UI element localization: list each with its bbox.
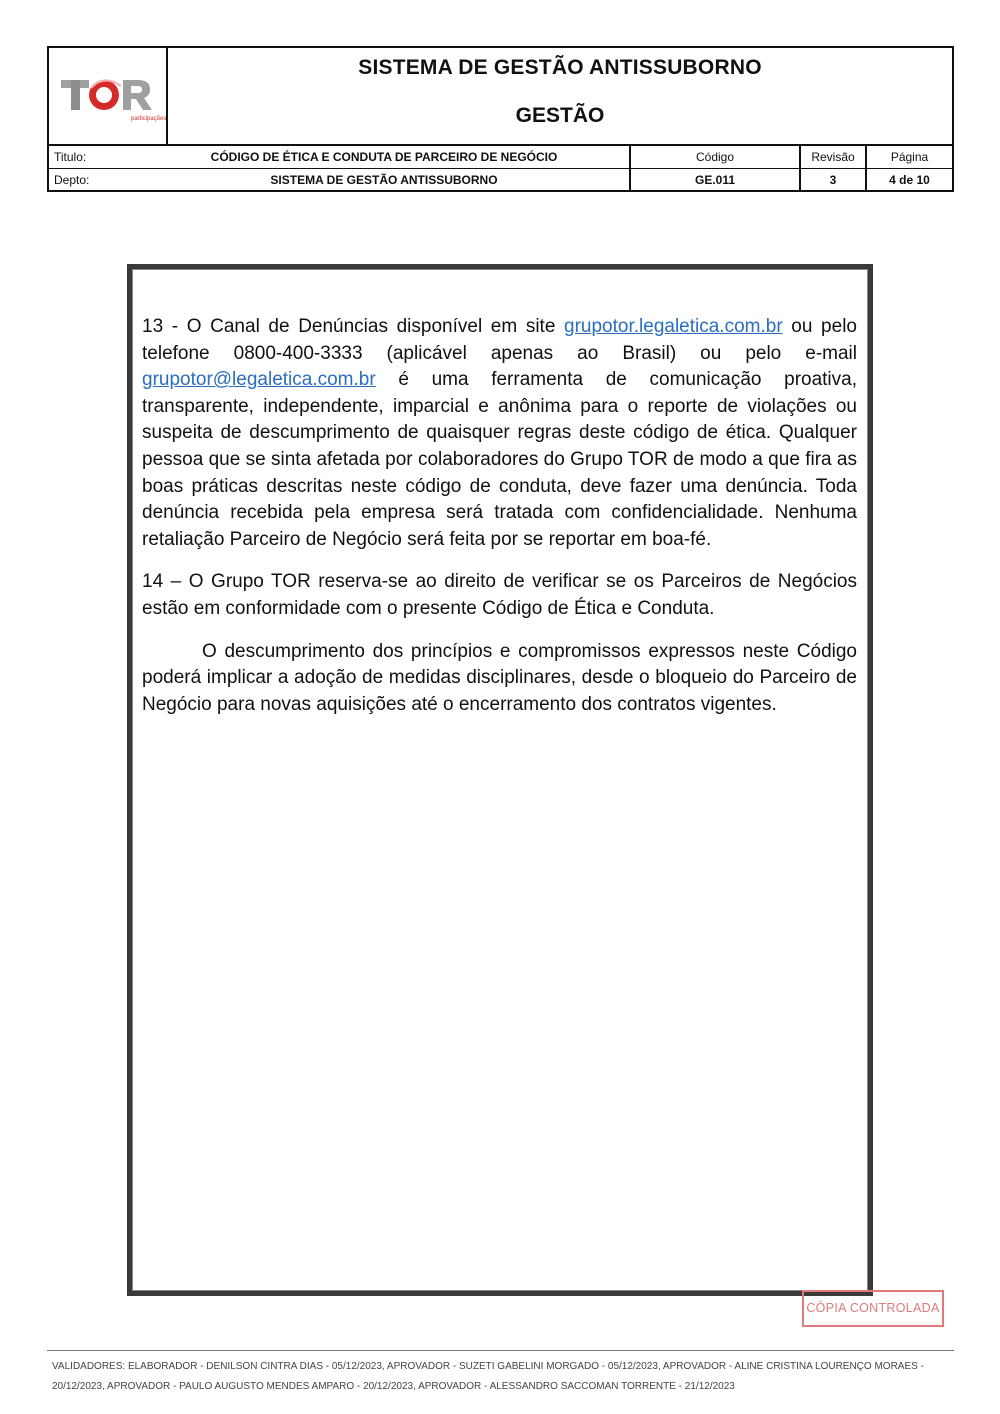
logo-subtext: participações — [131, 116, 167, 122]
p13-text-a: 13 - O Canal de Denúncias disponível em site — [142, 316, 565, 337]
tor-logo — [59, 74, 167, 124]
depto-value: SISTEMA DE GESTÃO ANTISSUBORNO — [270, 173, 498, 187]
p13-text-c: é uma ferramenta de comunicação proativa, transparente, independente, imparcial e anônima para o reporte de violações ou suspeita de descumprimento de quaisquer regras deste código de ética. Qualquer pessoa que se sinta afetada por colaboradores do Grupo TOR de modo a que fira as boas práticas descritas neste código de conduta, deve fazer uma denúncia. Toda denúncia recebida pela empresa será tratada com confidencialidade. Nenhuma retaliação Parceiro de Negócio será feita por se reportar em boa-fé. — [142, 369, 857, 550]
depto-label: Depto: — [54, 173, 90, 187]
footer-line-2: 20/12/2023, APROVADOR - PAULO AUGUSTO MENDES AMPARO - 20/12/2023, APROVADOR - ALESSANDRO SACCOMAN TORRENTE - 21/12/2023 — [52, 1381, 735, 1392]
controlled-copy-stamp: CÓPIA CONTROLADA — [802, 1290, 944, 1327]
site-link[interactable]: grupotor.legaletica.com.br — [564, 316, 783, 337]
revisao-label: Revisão — [799, 146, 865, 169]
paragraph-14: 14 – O Grupo TOR reserva-se ao direito de verificar se os Parceiros de Negócios estão em conformidade com o presente Código de Ética e Conduta. — [142, 571, 857, 619]
meta-row-depto — [49, 169, 952, 192]
document-header — [47, 46, 954, 192]
titulo-value: CÓDIGO DE ÉTICA E CONDUTA DE PARCEIRO DE NEGÓCIO — [210, 150, 558, 164]
meta-table — [49, 144, 952, 190]
p13-text-b: ou pelo telefone 0800-400-3333 (aplicável apenas ao Brasil) ou pelo e-mail — [142, 316, 857, 364]
meta-row-titulo — [49, 146, 952, 169]
revisao-value: 3 — [799, 169, 865, 192]
footer-divider — [47, 1350, 954, 1351]
page-subtitle: GESTÃO — [515, 104, 605, 127]
title-cell — [168, 48, 952, 144]
paragraph-13 — [142, 314, 857, 553]
paragraph-closing: O descumprimento dos princípios e compromissos expressos neste Código poderá implicar a adoção de medidas disciplinares, desde o bloqueio do Parceiro de Negócio para novas aquisições até o encerramento dos contratos vigentes. — [142, 640, 857, 715]
codigo-label: Código — [629, 146, 799, 169]
footer-line-1: VALIDADORES: ELABORADOR - DENILSON CINTRA DIAS - 05/12/2023, APROVADOR - SUZETI GABELINI MORGADO - 05/12/2023, APROVADOR - ALINE CRISTINA LOURENÇO MORAES - — [52, 1361, 924, 1372]
titulo-label: Titulo: — [54, 150, 87, 164]
document-body — [142, 314, 857, 734]
validators-footer — [52, 1357, 952, 1397]
email-link[interactable]: grupotor@legaletica.com.br — [142, 369, 376, 391]
logo-cell — [49, 48, 168, 144]
pagina-label: Página — [865, 146, 952, 169]
pagina-value: 4 de 10 — [865, 169, 952, 192]
codigo-value: GE.011 — [629, 169, 799, 192]
page-title: SISTEMA DE GESTÃO ANTISSUBORNO — [358, 56, 762, 79]
